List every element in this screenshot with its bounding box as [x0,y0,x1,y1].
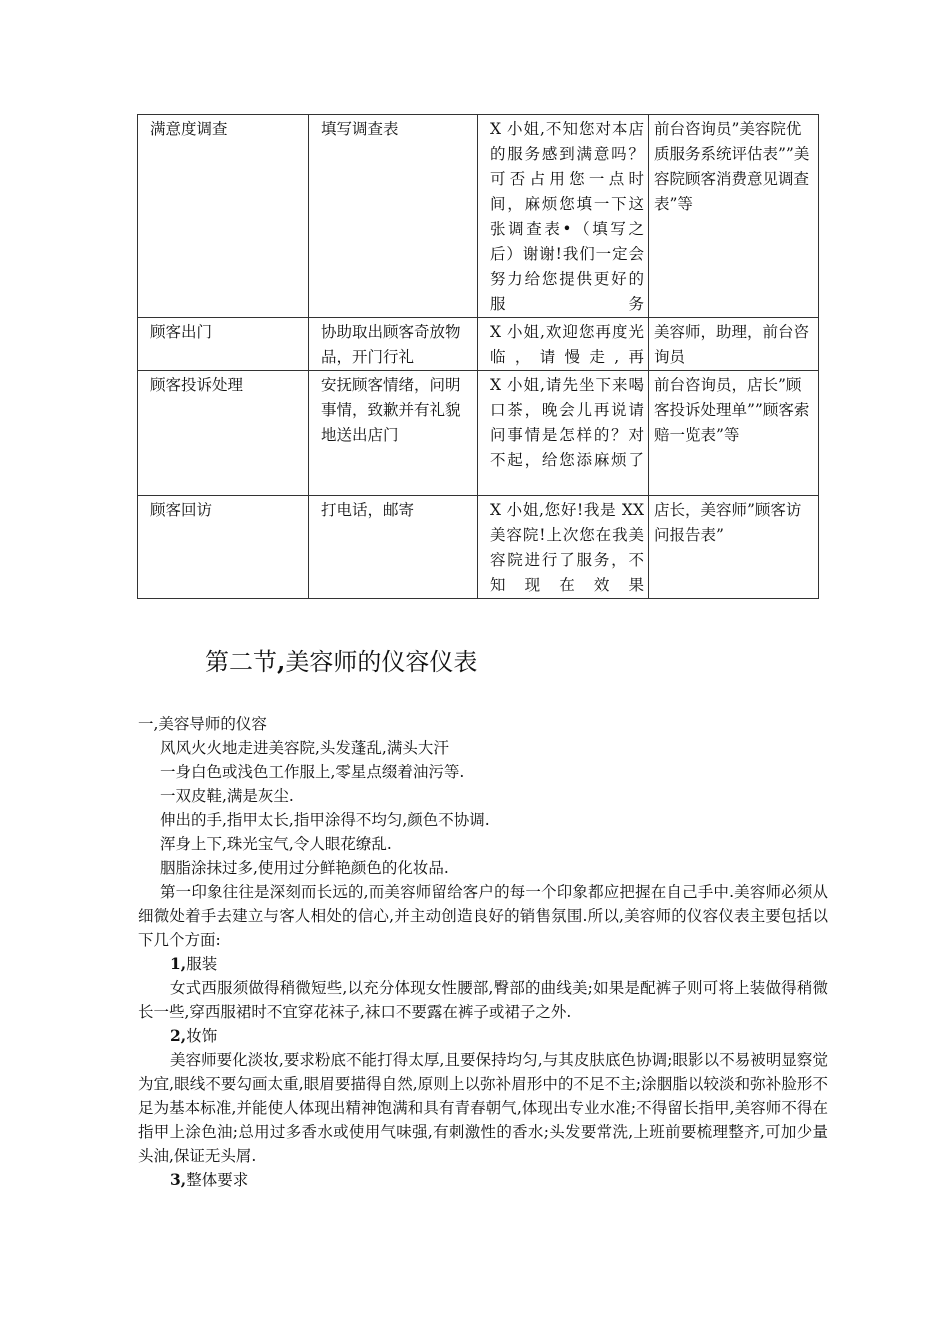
body-text [138,712,828,1192]
list-item: 风风火火地走进美容院,头发蓬乱,满头大汗 [160,739,449,757]
note-cell: 前台咨询员，店长”顾客投诉处理单””顾客索赔一览表”等 [649,371,819,496]
action-cell: 协助取出顾客奇放物品，开门行礼 [309,318,478,371]
list-item: 胭脂涂抹过多,使用过分鲜艳颜色的化妆品. [160,859,449,877]
action-cell: 打电话，邮寄 [309,496,478,599]
section-title [205,642,477,677]
list-item: 一身白色或浅色工作服上,零星点缀着油污等. [160,763,465,781]
table-row [138,496,819,599]
item-heading-makeup: 2,妆饰 [170,1026,218,1045]
script-cell: X 小姐,您好!我是 XX 美容院!上次您在我美容院进行了服务，不知现在效果 [478,496,649,599]
script-cell: X 小姐,不知您对本店的服务感到满意吗？可否占用您一点时间，麻烦您填一下这张调查表•（填写之后）谢谢!我们一定会努力给您提供更好的服务 [478,115,649,318]
table-row [138,371,819,496]
list-item: 浑身上下,珠光宝气,令人眼花缭乱. [160,835,392,853]
script-cell: X 小姐,请先坐下来喝口茶，晚会儿再说请问事情是怎样的？对不起，给您添麻烦了 [478,371,649,496]
step-cell: 顾客投诉处理 [138,371,309,496]
section-comma: , [277,647,286,676]
intro-paragraph: 第一印象往往是深刻而长远的,而美容师留给客户的每一个印象都应把握在自己手中.美容师必须从细微处着手去建立与客人相处的信心,并主动创造良好的销售氛围.所以,美容师的仪容仪表主要包括以下几个方面: [138,883,828,949]
step-cell: 顾客回访 [138,496,309,599]
table-row [138,318,819,371]
clothing-paragraph: 女式西服须做得稍微短些,以充分体现女性腰部,臀部的曲线美;如果是配裤子则可将上装做得稍微长一些,穿西服裙时不宜穿花袜子,袜口不要露在裤子或裙子之外. [138,979,828,1021]
item-heading-clothing: 1,服装 [170,954,218,973]
heading-appearance: 一,美容导师的仪容 [138,715,267,733]
note-cell: 店长，美容师”顾客访问报告表” [649,496,819,599]
note-cell: 前台咨询员”美容院优质服务系统评估表””美容院顾客消费意见调查表”等 [649,115,819,318]
section-prefix: 第二节 [205,648,277,676]
makeup-paragraph: 美容师要化淡妆,要求粉底不能打得太厚,且要保持均匀,与其皮肤底色协调;眼影以不易被明显察觉为宜,眼线不要勾画太重,眼眉要描得自然,原则上以弥补眉形中的不足不主;涂胭脂以较淡和弥补脸形不足为基本标准,并能使人体现出精神饱满和具有青春朝气,体现出专业水准;不得留长指甲,美容师不得在指甲上涂色油;总用过多香水或使用气味强,有刺激性的香水;头发要常洗,上班前要梳理整齐,可加少量头油,保证无头屑. [138,1051,828,1165]
step-cell: 满意度调查 [138,115,309,318]
table-row [138,115,819,318]
section-title-text: 美容师的仪容仪表 [285,648,478,676]
note-cell: 美容师，助理，前台咨询员 [649,318,819,371]
list-item: 一双皮鞋,满是灰尘. [160,787,294,805]
script-cell: X 小姐,欢迎您再度光临，请慢走,再 [478,318,649,371]
service-process-table [137,114,819,599]
step-cell: 顾客出门 [138,318,309,371]
action-cell: 填写调查表 [309,115,478,318]
action-cell: 安抚顾客情绪，问明事情，致歉并有礼貌地送出店门 [309,371,478,496]
item-heading-overall: 3,整体要求 [170,1170,249,1189]
list-item: 伸出的手,指甲太长,指甲涂得不均匀,颜色不协调. [160,811,490,829]
